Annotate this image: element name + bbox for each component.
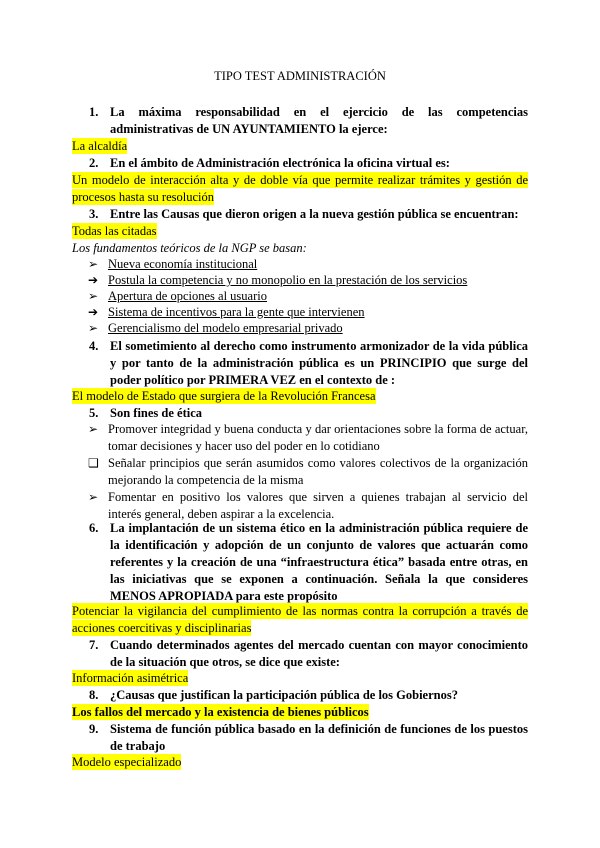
question-text: Son fines de ética — [110, 406, 203, 420]
ngp-item: ➢ Apertura de opciones al usuario — [88, 289, 267, 303]
answer-9 — [72, 754, 528, 771]
ethics-item: ➢ Promover integridad y buena conducta y dar orientaciones sobre la forma de actuar, tomar decisiones y hacer uso del poder en lo cotidiano — [88, 422, 528, 453]
ngp-item: ➔ Sistema de incentivos para la gente que intervienen — [88, 305, 365, 319]
question-5 — [72, 405, 528, 422]
question-text: En el ámbito de Administración electrónica la oficina virtual es: — [110, 156, 450, 170]
arrow-bullet-icon: ➔ — [88, 305, 99, 319]
ethics-item: ❑ Señalar principios que serán asumidos como valores colectivos de la organización mejorando la competencia de la misma — [88, 456, 528, 487]
arrow-bullet-icon: ➢ — [88, 422, 99, 436]
question-2 — [72, 155, 528, 172]
question-number: 6. — [89, 521, 99, 535]
question-text: La máxima responsabilidad en el ejercicio de las competencias administrativas de UN AYUNTAMIENTO la ejerce: — [110, 105, 528, 136]
answer-3 — [72, 223, 528, 240]
question-9 — [72, 721, 528, 755]
square-bullet-icon: ❑ — [88, 456, 99, 470]
ngp-item: ➔ Postula la competencia y no monopolio en la prestación de los servicios — [88, 273, 468, 287]
question-4 — [72, 338, 528, 389]
question-number: 8. — [89, 688, 99, 702]
answer-highlight: La alcaldía — [72, 139, 128, 153]
question-text: Cuando determinados agentes del mercado cuentan con mayor conocimiento de la situación que otros, se dice que existe: — [110, 638, 528, 669]
question-text: ¿Causas que justifican la participación pública de los Gobiernos? — [110, 688, 458, 702]
ngp-item: ➢ Gerencialismo del modelo empresarial privado — [88, 321, 343, 335]
arrow-bullet-icon: ➢ — [88, 257, 99, 271]
answer-highlight: El modelo de Estado que surgiera de la Revolución Francesa — [72, 389, 376, 403]
answer-8 — [72, 704, 528, 721]
question-number: 7. — [89, 638, 99, 652]
answer-highlight: Todas las citadas — [72, 224, 157, 238]
answer-4 — [72, 388, 528, 405]
arrow-bullet-icon: ➢ — [88, 490, 99, 504]
question-number: 5. — [89, 406, 99, 420]
ngp-item: ➢ Nueva economía institucional — [88, 257, 258, 271]
question-8 — [72, 687, 528, 704]
question-number: 1. — [89, 105, 99, 119]
arrow-bullet-icon: ➔ — [88, 273, 99, 287]
document-title: TIPO TEST ADMINISTRACIÓN — [214, 69, 386, 83]
answer-highlight: Información asimétrica — [72, 671, 189, 685]
question-number: 2. — [89, 156, 99, 170]
ethics-item: ➢ Fomentar en positivo los valores que sirven a quienes trabajan al servicio del interés general, deben aspirar a la excelencia. — [88, 490, 528, 521]
question-text: El sometimiento al derecho como instrumento armonizador de la vida pública y por tanto de la administración pública es un PRINCIPIO que surge del poder político por PRIMERA VEZ en el contexto de : — [110, 339, 528, 387]
answer-highlight: Modelo especializado — [72, 755, 182, 769]
question-number: 3. — [89, 207, 99, 221]
question-text: La implantación de un sistema ético en la administración pública requiere de la identificación y adopción de un conjunto de valores que actuarán como referentes y la creación de una “infraestructura ética” basada entre otras, en las iniciativas que se exponen a continuación. Señala la que consideres MENOS APROPIADA para este propósito — [110, 521, 528, 603]
question-number: 9. — [89, 722, 99, 736]
question-number: 4. — [89, 339, 99, 353]
answer-highlight: Un modelo de interacción alta y de doble vía que permite realizar trámites y gestión de procesos hasta su resolución — [72, 173, 528, 204]
arrow-bullet-icon: ➢ — [88, 321, 99, 335]
ngp-heading: Los fundamentos teóricos de la NGP se basan: — [72, 241, 307, 255]
answer-7 — [72, 670, 528, 687]
answer-1 — [72, 138, 528, 155]
question-1 — [72, 104, 528, 138]
question-7 — [72, 637, 528, 671]
answer-2 — [72, 172, 528, 206]
question-text: Entre las Causas que dieron origen a la nueva gestión pública se encuentran: — [110, 207, 519, 221]
answer-6 — [72, 603, 528, 637]
question-6 — [72, 520, 528, 605]
question-3 — [72, 206, 528, 223]
answer-highlight: Los fallos del mercado y la existencia de bienes públicos — [72, 705, 369, 719]
answer-highlight: Potenciar la vigilancia del cumplimiento de las normas contra la corrupción a través de acciones coercitivas y disciplinarias — [72, 604, 528, 635]
question-text: Sistema de función pública basado en la definición de funciones de los puestos de trabajo — [110, 722, 528, 753]
arrow-bullet-icon: ➢ — [88, 289, 99, 303]
